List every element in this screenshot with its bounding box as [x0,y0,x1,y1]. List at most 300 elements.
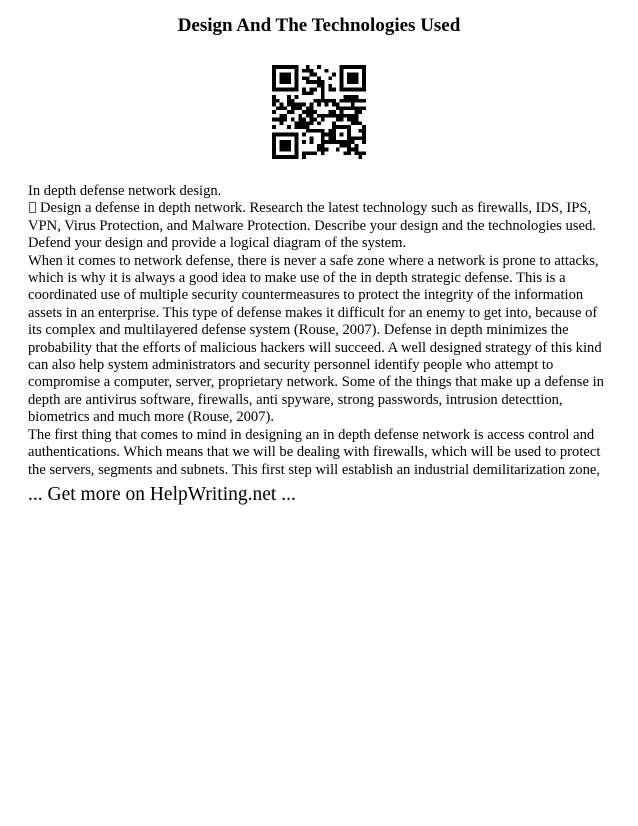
qr-module [272,140,276,144]
qr-module [317,121,321,125]
qr-module [355,95,359,99]
qr-module [332,133,336,137]
qr-module [358,155,362,159]
qr-module [306,129,310,133]
qr-module [362,69,366,73]
qr-module [351,65,355,69]
qr-module [313,151,317,155]
qr-module [272,95,276,99]
qr-module [317,148,321,152]
qr-module [355,65,359,69]
qr-module [283,144,287,148]
paragraph-assignment-text: Design a defense in depth network. Research the latest technology such as firewalls, IDS, IPS, VPN, Virus Protection, and Malware Protection. Describe your design and the technologies used. Defend your design and provide a logical diagram of the system. [28,200,596,252]
qr-module [310,136,314,140]
qr-module [358,129,362,133]
qr-module [336,103,340,107]
qr-module [321,136,325,140]
qr-module [358,136,362,140]
qr-module [306,91,310,95]
qr-module [355,76,359,80]
qr-module [325,69,329,73]
qr-module [272,88,276,92]
qr-module [336,106,340,110]
qr-module [355,144,359,148]
qr-module [355,121,359,125]
qr-module [347,80,351,84]
qr-module [287,80,291,84]
qr-module [287,148,291,152]
qr-module [280,80,284,84]
qr-module [362,84,366,88]
qr-module [295,106,299,110]
qr-module [355,73,359,77]
qr-module [321,144,325,148]
qr-module [295,140,299,144]
qr-module [328,140,332,144]
qr-module [340,69,344,73]
qr-module [347,144,351,148]
qr-module [328,136,332,140]
qr-module [283,155,287,159]
qr-module [351,140,355,144]
qr-module [321,88,325,92]
qr-module [280,76,284,80]
qr-module [321,118,325,122]
qr-module [343,106,347,110]
qr-module [306,76,310,80]
qr-module [325,148,329,152]
qr-module [321,133,325,137]
qr-module [343,151,347,155]
qr-module [276,106,280,110]
paragraph-intro: In depth defense network design. [28,183,222,199]
qr-module [276,65,280,69]
qr-module [317,76,321,80]
qr-module [340,76,344,80]
qr-module [287,88,291,92]
qr-module [313,129,317,133]
qr-module [295,76,299,80]
qr-module [310,118,314,122]
qr-module [332,125,336,129]
qr-module [347,65,351,69]
qr-module [313,88,317,92]
qr-module [328,110,332,114]
qr-module [336,148,340,152]
qr-module [362,125,366,129]
qr-module [355,106,359,110]
qr-module [295,136,299,140]
qr-module [280,114,284,118]
qr-module [321,140,325,144]
qr-module [358,99,362,103]
qr-code-graphic [272,65,366,159]
qr-module [347,140,351,144]
qr-module [351,88,355,92]
qr-module [310,140,314,144]
qr-module [291,155,295,159]
qr-module [272,144,276,148]
paragraph-access-control: The first thing that comes to mind in designing an in depth defense network is access control and authentications. Which means that we will be dealing with firewalls, which will be used to protect the servers, segments and subnets. This first step will establish an industrial demilitarization zone, [28,426,601,478]
qr-module [317,129,321,133]
qr-module [298,121,302,125]
qr-module [302,125,306,129]
qr-module [302,76,306,80]
qr-module [321,99,325,103]
qr-module [272,80,276,84]
qr-module [351,106,355,110]
qr-module [343,125,347,129]
qr-module [347,114,351,118]
qr-module [283,76,287,80]
qr-module [358,106,362,110]
qr-module [321,84,325,88]
qr-module [302,118,306,122]
qr-module [313,73,317,77]
qr-module [347,88,351,92]
qr-module [362,151,366,155]
qr-module [347,76,351,80]
qr-module [347,95,351,99]
qr-module [328,133,332,137]
qr-module [325,133,329,137]
qr-module [298,103,302,107]
qr-module [272,155,276,159]
qr-module [295,103,299,107]
qr-module [272,99,276,103]
qr-module [325,99,329,103]
qr-module [291,118,295,122]
qr-module [362,73,366,77]
qr-module [332,140,336,144]
qr-module [283,73,287,77]
qr-module [291,133,295,137]
qr-module [280,88,284,92]
qr-module [362,76,366,80]
qr-module [302,121,306,125]
qr-module [306,125,310,129]
qr-module [362,80,366,84]
qr-module [272,125,276,129]
qr-module [295,121,299,125]
qr-module [280,118,284,122]
qr-module [340,84,344,88]
qr-module [291,110,295,114]
qr-module [306,121,310,125]
qr-module [310,91,314,95]
qr-module [317,65,321,69]
qr-module [298,118,302,122]
qr-module [336,118,340,122]
qr-module [351,99,355,103]
qr-module [272,103,276,107]
qr-module [351,148,355,152]
qr-module [295,65,299,69]
qr-module [302,91,306,95]
qr-module [280,155,284,159]
qr-module [340,73,344,77]
qr-module [272,136,276,140]
qr-module [347,118,351,122]
qr-module [295,80,299,84]
qr-module [358,88,362,92]
qr-module [362,140,366,144]
qr-module [302,140,306,144]
qr-module [283,106,287,110]
qr-module [306,69,310,73]
qr-module [332,114,336,118]
qr-module [287,73,291,77]
qr-module [291,103,295,107]
qr-module [340,88,344,92]
qr-module [351,121,355,125]
qr-module [347,151,351,155]
qr-module [343,114,347,118]
qr-module [347,133,351,137]
qr-module [317,103,321,107]
qr-module [332,110,336,114]
qr-module [328,99,332,103]
qr-module [272,69,276,73]
qr-module [283,148,287,152]
qr-module [362,129,366,133]
qr-module [340,118,344,122]
qr-module [310,114,314,118]
qr-module [291,99,295,103]
qr-module [291,65,295,69]
qr-module [355,136,359,140]
qr-code-icon [272,65,366,159]
qr-module [321,95,325,99]
qr-module [340,65,344,69]
qr-module [280,106,284,110]
qr-module [283,65,287,69]
qr-module [302,88,306,92]
qr-module [340,106,344,110]
qr-module [280,140,284,144]
paragraph-assignment [28,200,610,252]
qr-module [332,129,336,133]
qr-module [340,125,344,129]
qr-module [291,88,295,92]
missing-glyph-icon [29,202,36,213]
qr-module [310,151,314,155]
qr-module [362,99,366,103]
qr-module [317,84,321,88]
qr-module [295,148,299,152]
qr-module [310,121,314,125]
qr-module [343,65,347,69]
qr-module [325,114,329,118]
qr-module [343,99,347,103]
qr-module [355,80,359,84]
qr-module [362,88,366,92]
qr-module [310,110,314,114]
qr-module [340,80,344,84]
qr-module [332,73,336,77]
qr-module [295,144,299,148]
qr-module [340,110,344,114]
qr-module [280,133,284,137]
qr-module [347,125,351,129]
qr-module [358,121,362,125]
qr-module [332,136,336,140]
qr-module [355,114,359,118]
qr-module [295,73,299,77]
qr-module [328,88,332,92]
qr-module [336,114,340,118]
qr-module [328,129,332,133]
qr-module [355,99,359,103]
qr-module [272,151,276,155]
qr-module [295,84,299,88]
qr-module [280,73,284,77]
qr-module [313,99,317,103]
qr-module [295,69,299,73]
qr-module [343,140,347,144]
qr-module [325,140,329,144]
qr-module [295,151,299,155]
qr-module [283,133,287,137]
qr-module [302,110,306,114]
qr-module [276,133,280,137]
qr-module [351,114,355,118]
qr-module [321,80,325,84]
qr-module [298,106,302,110]
qr-module [287,144,291,148]
qr-module [347,99,351,103]
qr-module [340,99,344,103]
qr-module [351,76,355,80]
qr-module [302,103,306,107]
qr-module [295,95,299,99]
qr-module [343,95,347,99]
qr-module [351,80,355,84]
qr-module [347,129,351,133]
qr-module [313,110,317,114]
qr-module [287,155,291,159]
qr-module [302,133,306,137]
qr-module [310,103,314,107]
qr-module [355,88,359,92]
qr-module [310,69,314,73]
qr-module [283,140,287,144]
qr-module [347,73,351,77]
qr-module [358,65,362,69]
qr-module [276,118,280,122]
qr-module [332,88,336,92]
qr-module [306,65,310,69]
qr-module [306,151,310,155]
qr-module [332,99,336,103]
qr-module [351,103,355,107]
qr-module [302,155,306,159]
qr-module [343,144,347,148]
qr-module [276,88,280,92]
qr-module [295,88,299,92]
qr-module [336,140,340,144]
qr-module [272,110,276,114]
qr-module [306,80,310,84]
paragraph-defense: When it comes to network defense, there is never a safe zone where a network is prone to attacks, which is why it is always a good idea to make use of the in depth strategic defense. This is a coordinated use of multiple security countermeasures to protect the integrity of the information assets in an enterprise. This type of defense makes it difficult for an enemy to get into, because of its complex and multilayered defense system (Rouse, 2007). Defense in depth minimizes the probability that the efforts of malicious hackers will succeed. A well designed strategy of this kind can also help system administrators and security personnel identify people who attempt to compromise a computer, server, proprietary network. Some of the things that make up a defense in depth are antivirus software, firewalls, anti spyware, strong passwords, intrusion detecttion, biometrics and much more (Rouse, 2007). [28,252,604,426]
qr-module [295,125,299,129]
qr-module [358,110,362,114]
qr-module [283,118,287,122]
qr-module [328,76,332,80]
qr-module [280,121,284,125]
qr-module [325,103,329,107]
qr-module [310,80,314,84]
qr-module [355,118,359,122]
qr-module [313,80,317,84]
qr-module [328,84,332,88]
qr-module [358,151,362,155]
qr-module [310,73,314,77]
qr-module [287,140,291,144]
qr-module [310,88,314,92]
qr-module [355,151,359,155]
qr-module [287,103,291,107]
qr-module [310,106,314,110]
qr-module [317,80,321,84]
qr-module [362,106,366,110]
qr-module [295,155,299,159]
qr-module [276,155,280,159]
qr-module [302,151,306,155]
qr-module [272,118,276,122]
qr-module [347,148,351,152]
qr-module [306,114,310,118]
qr-module [306,106,310,110]
qr-module [287,95,291,99]
document-body [28,183,610,479]
qr-module [302,69,306,73]
qr-module [283,88,287,92]
qr-module [351,95,355,99]
qr-module [287,76,291,80]
qr-module [332,121,336,125]
qr-module [362,136,366,140]
get-more-link[interactable]: ... Get more on HelpWriting.net ... [28,484,296,505]
qr-module [295,133,299,137]
qr-module [306,110,310,114]
qr-module [272,148,276,152]
qr-module [272,73,276,77]
qr-module [347,106,351,110]
qr-module [321,91,325,95]
qr-module [287,125,291,129]
qr-module [280,144,284,148]
qr-module [340,140,344,144]
qr-module [321,129,325,133]
qr-module [340,144,344,148]
qr-module [347,136,351,140]
qr-module [340,114,344,118]
page-title: Design And The Technologies Used [177,15,461,36]
qr-module [310,129,314,133]
qr-module [276,99,280,103]
qr-module [287,65,291,69]
qr-module [287,110,291,114]
qr-module [343,88,347,92]
qr-module [351,73,355,77]
qr-module [283,80,287,84]
qr-module [272,84,276,88]
qr-module [321,148,325,152]
qr-module [280,103,284,107]
qr-module [280,65,284,69]
qr-module [272,65,276,69]
